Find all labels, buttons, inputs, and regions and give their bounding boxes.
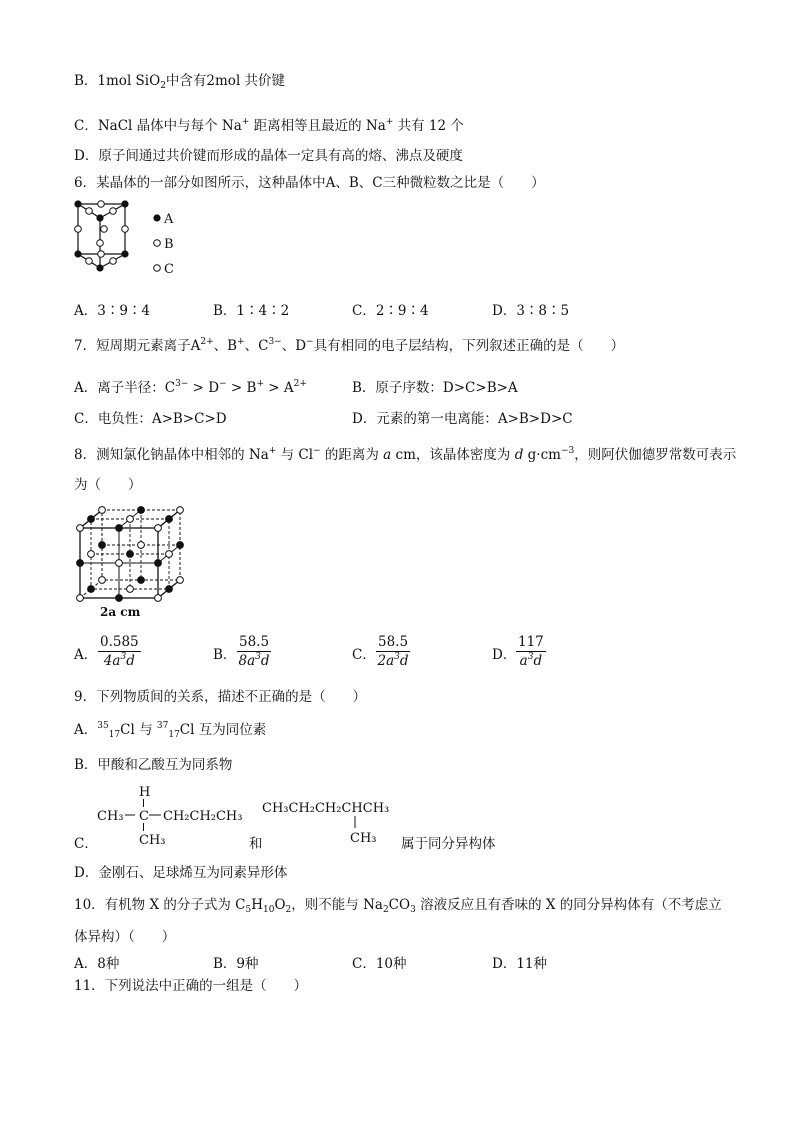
q8-c-numerator: 58.5 xyxy=(378,634,409,650)
q5-option-d: D．原子间通过共价键而形成的晶体一定具有高的熔、沸点及硬度 xyxy=(74,148,463,164)
q9-option-a: A．$^{35}_{17}$Cl 与 $^{37}_{17}$Cl 互为同位素 xyxy=(74,721,267,740)
q10-option-c: C．10种 xyxy=(352,956,407,972)
q9-structure-1 xyxy=(95,782,255,848)
q9-option-c-and: 和 xyxy=(249,836,263,852)
q8-option-b-letter: B． xyxy=(213,647,237,663)
q8-a-numerator: 0.585 xyxy=(100,634,139,650)
q6-option-a: A．3∶9∶4 xyxy=(74,303,151,319)
q11-stem: 11．下列说法中正确的一组是（ ） xyxy=(74,978,308,994)
struct2-main: CH₃CH₂CH₂CHCH₃ xyxy=(262,801,390,816)
q7-option-a: A．离子半径：$C^{3-} > D^- > B^+ > A^{2+}$ xyxy=(74,379,307,396)
struct1-h: H xyxy=(139,785,151,800)
q8-option-a-letter: A． xyxy=(74,647,98,663)
q8-d-numerator: 117 xyxy=(518,634,544,650)
q6-option-c: C．2∶9∶4 xyxy=(352,303,429,319)
legend-a-label: A xyxy=(164,212,174,227)
q8-option-d-letter: D． xyxy=(492,647,517,663)
struct1-right: CH₂CH₂CH₃ xyxy=(163,809,243,824)
q9-option-c-tail: 属于同分异构体 xyxy=(401,836,496,852)
q7-option-d: D．元素的第一电离能：A>B>D>C xyxy=(352,411,573,427)
q8-option-c-fraction xyxy=(376,634,410,669)
struct2-bottom: CH₃ xyxy=(350,831,377,846)
q9-option-b: B．甲酸和乙酸互为同系物 xyxy=(74,757,233,773)
legend-b-label: B xyxy=(164,237,174,252)
q10-stem-line1: 10．有机物 X 的分子式为 $C_5H_{10}O_2$，则不能与 $Na_2CO_3$ 溶液反应且有香味的 X 的同分异构体有（不考虑立 xyxy=(74,897,722,915)
q8-b-numerator: 58.5 xyxy=(239,634,270,650)
q5-option-b: B．1mol SiO$_2$中含有2mol 共价键 xyxy=(74,73,286,91)
q8-stem-line2: 为（ ） xyxy=(74,477,142,493)
q8-option-b-fraction xyxy=(237,634,271,669)
q9-option-c-letter: C． xyxy=(74,836,98,852)
legend-c-label: C xyxy=(164,262,174,276)
q6-crystal-figure xyxy=(70,196,185,276)
q10-option-d: D．11种 xyxy=(492,956,548,972)
struct1-bottom: CH₃ xyxy=(139,833,166,848)
q6-option-b: B．1∶4∶2 xyxy=(213,303,290,319)
q5-option-c: C．NaCl 晶体中与每个 Na+ 距离相等且最近的 Na+ 共有 12 个 xyxy=(74,117,464,134)
q8-option-d-fraction xyxy=(516,634,546,669)
q10-stem-line2: 体异构）（ ） xyxy=(74,929,176,945)
q8-d-denominator: $a^3d$ xyxy=(519,652,543,669)
struct1-c: C xyxy=(139,809,149,824)
q6-option-d: D．3∶8∶5 xyxy=(492,303,570,319)
q10-option-b: B．9种 xyxy=(213,956,259,972)
q9-structure-2 xyxy=(262,794,402,850)
q7-stem: 7．短周期元素离子$A^{2+}$、B+、$C^{3-}$、D−具有相同的电子层结构，下列叙述正确的是（ ） xyxy=(74,337,625,354)
q8-c-denominator: $2a^3d$ xyxy=(377,652,409,669)
q9-stem: 9．下列物质间的关系，描述不正确的是（ ） xyxy=(74,689,367,705)
q7-option-c: C．电负性：A>B>C>D xyxy=(74,411,227,427)
q8-nacl-figure xyxy=(72,502,192,620)
struct1-left: CH₃ xyxy=(97,809,124,824)
q10-option-a: A．8种 xyxy=(74,956,120,972)
q8-option-c-letter: C． xyxy=(352,647,376,663)
q7-option-b: B．原子序数：D>C>B>A xyxy=(352,380,518,396)
q8-a-denominator: $4a^3d$ xyxy=(103,652,135,669)
q6-stem: 6．某晶体的一部分如图所示，这种晶体中A、B、C三种微粒数之比是（ ） xyxy=(74,175,545,191)
q8-stem-line1: 8．测知氯化钠晶体中相邻的 Na+ 与 Cl− 的距离为 a cm，该晶体密度为 d $g\cdot cm^{-3}$，则阿伏伽德罗常数可表示 xyxy=(74,446,737,463)
q8-b-denominator: $8a^3d$ xyxy=(238,652,270,669)
q8-figure-label: 2a cm xyxy=(100,605,141,619)
q9-option-d: D．金刚石、足球烯互为同素异形体 xyxy=(74,865,288,881)
q8-option-a-fraction xyxy=(98,634,141,669)
